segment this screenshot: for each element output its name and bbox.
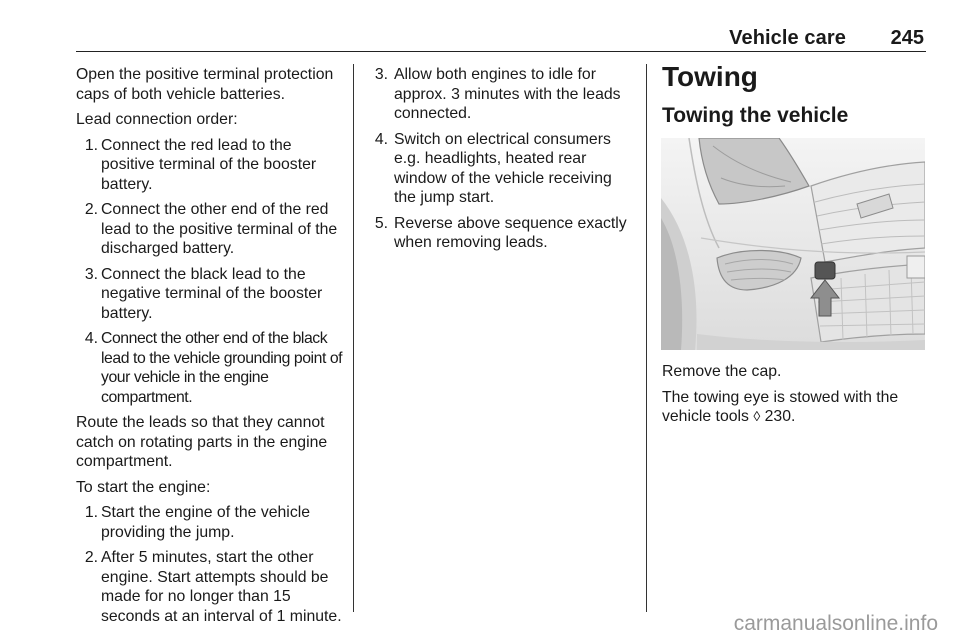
column-3 [662,61,928,433]
step-number: 3. [374,66,388,83]
list-item [76,329,344,407]
step-text: Allow both engines to idle for approx. 3 minutes with the leads connected. [394,66,621,122]
list-item [76,136,344,195]
list-item [76,503,344,542]
step-text: Connect the black lead to the negative terminal of the booster battery. [101,265,323,322]
page-reference-icon: ◊ [753,408,761,424]
paragraph-text: The towing eye is stowed with the vehicle tools [662,388,899,425]
step-number: 4. [374,130,388,148]
step-number: 1. [84,504,98,521]
step-text: Connect the other end of the red lead to the positive terminal of the discharged battery. [101,201,338,257]
paragraph: To start the engine: [76,478,211,496]
list-item [76,548,344,626]
step-text: Connect the red lead to the positive terminal of the booster battery. [101,136,317,193]
page-number: 245 [890,27,924,49]
page-header [76,27,926,52]
column-divider [353,64,354,612]
step-number: 2. [84,201,98,218]
section-heading: Towing [662,61,758,92]
paragraph: Open the positive terminal protection caps of both vehicle batteries. [76,66,334,103]
list-item [374,130,636,208]
step-text: Switch on electrical consumers e.g. headlights, heated rear window of the vehicle receiving the jump start. [394,130,612,206]
paragraph: Lead connection order: [76,111,238,128]
paragraph: Remove the cap. [662,363,782,380]
list-item [76,265,344,324]
step-number: 4. [84,330,98,347]
jump-start-continued-list [374,65,636,253]
column-1 [76,65,344,632]
lead-connection-list [76,136,344,408]
step-text: After 5 minutes, start the other engine. Start attempts should be made for no longer than 15 seconds at an interval of 1 minute. [101,549,342,625]
subsection-heading: Towing the vehicle [662,104,849,127]
section-title: Vehicle care [729,27,846,49]
towing-cap-illustration [661,138,925,350]
page-reference-link[interactable]: 230. [764,408,796,425]
step-text: Reverse above sequence exactly when removing leads. [394,214,627,251]
step-text: Connect the other end of the black lead to the vehicle grounding point of your vehicle in the engine compartment. [101,330,343,406]
list-item [374,214,636,253]
step-number: 5. [374,214,388,232]
step-number: 2. [84,549,98,566]
paragraph: Route the leads so that they cannot catch on rotating parts in the engine compartment. [76,414,328,470]
column-divider [646,64,647,612]
start-engine-list [76,503,344,626]
watermark: carmanualsonline.info [733,612,938,635]
list-item [374,65,636,124]
step-number: 1. [84,136,98,154]
list-item [76,200,344,259]
step-text: Start the engine of the vehicle providing the jump. [101,504,311,541]
paragraph [662,388,928,427]
column-2 [374,65,636,259]
step-number: 3. [84,265,98,283]
